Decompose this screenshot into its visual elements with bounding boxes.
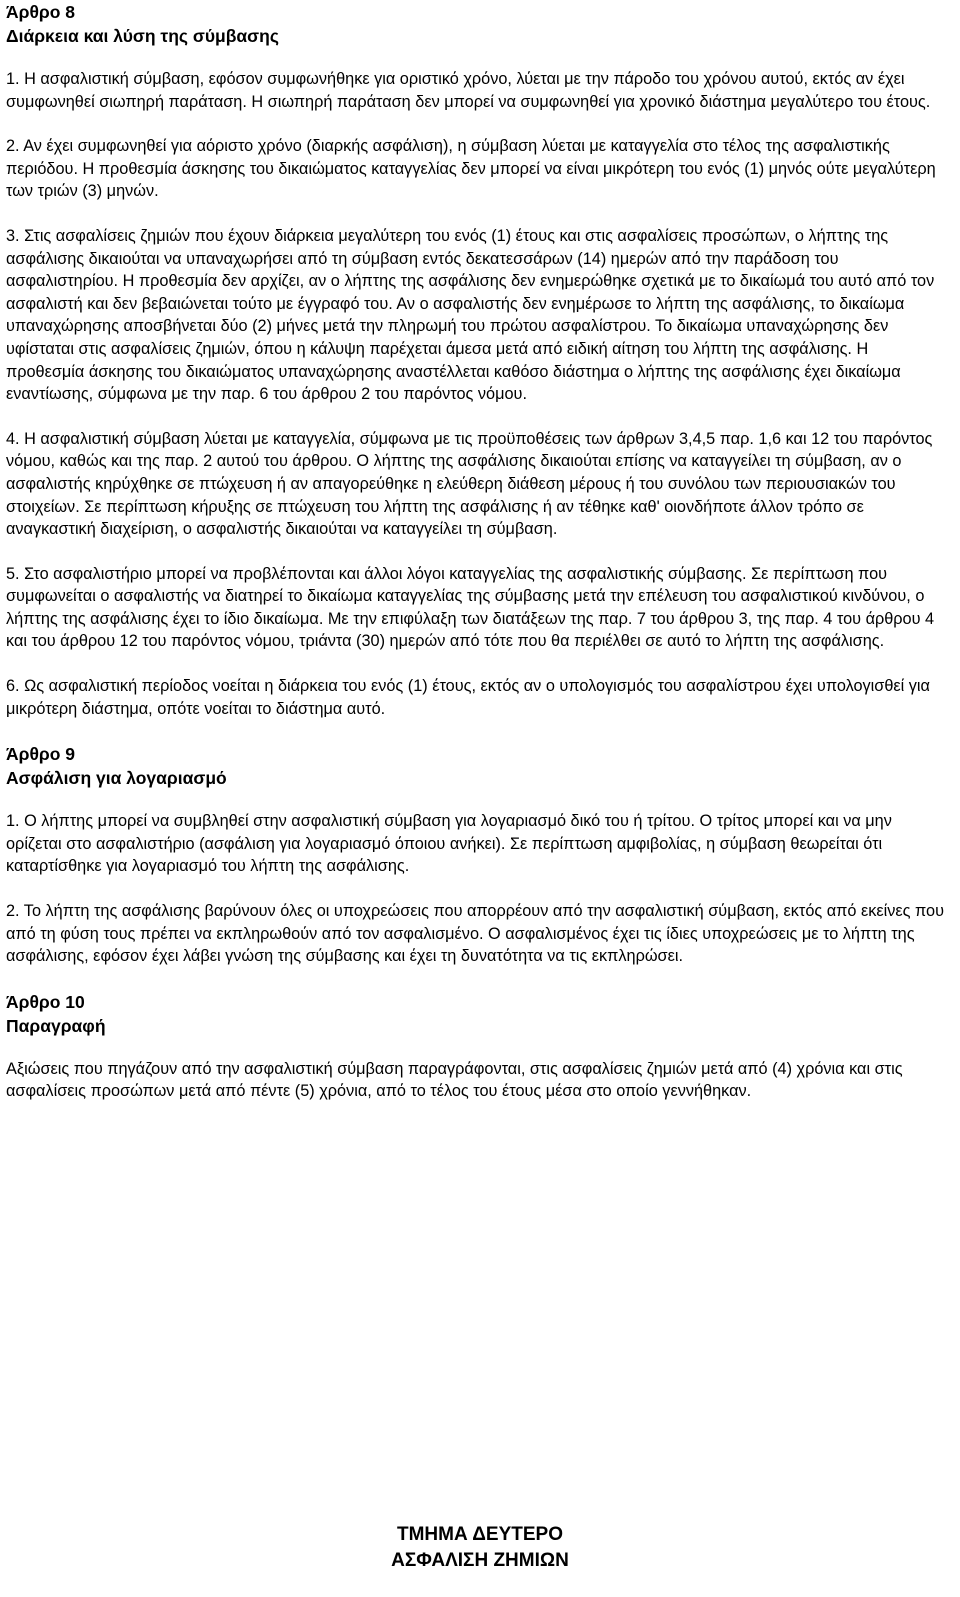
section-title-line1: ΤΜΗΜΑ ΔΕΥΤΕΡΟ bbox=[396, 1524, 563, 1545]
section-title-line2: ΑΣΦΑΛΙΣΗ ΖΗΜΙΩΝ bbox=[391, 1550, 569, 1571]
paragraph: 2. Αν έχει συμφωνηθεί για αόριστο χρόνο (διαρκής ασφάλιση), η σύμβαση λύεται με καταγγελία στο τέλος της ασφαλιστικής περιόδου. Η προθεσμία άσκησης του δικαιώματος καταγγελίας δεν μπορεί να είναι μικρότερη του ενός (1) μηνός ούτε μεγαλύτερη των τριών (3) μηνών. bbox=[6, 137, 936, 201]
paragraph: 4. Η ασφαλιστική σύμβαση λύεται με καταγγελία, σύμφωνα με τις προϋποθέσεις των άρθρων 3,4,5 παρ. 1,6 και 12 του παρόντος νόμου, καθώς και της παρ. 2 αυτού του άρθρου. Ο λήπτης της ασφάλισης δικαιούται επίσης να καταγγείλει τη σύμβαση, αν ο ασφαλιστής κηρύχθηκε σε πτώχευση ή αν απαγορεύθηκε η ελεύθερη διάθεση μέρους ή του συνόλου των περιουσιακών του στοιχείων. Σε περίπτωση κήρυξης σε πτώχευση του λήπτη της ασφάλισης ή αν τέθηκε καθ' οιονδήποτε άλλον τρόπο σε αναγκαστική διαχείριση, ο ασφαλιστής δικαιούται να καταγγείλει τη σύμβαση. bbox=[6, 429, 933, 539]
document-page bbox=[6, 0, 951, 1103]
paragraph: 1. Η ασφαλιστική σύμβαση, εφόσον συμφωνήθηκε για οριστικό χρόνο, λύεται με την πάροδο του χρόνου αυτού, εκτός αν έχει συμφωνηθεί σιωπηρή παράταση. Η σιωπηρή παράταση δεν μπορεί να συμφωνηθεί για χρονικό διάστημα μεγαλύτερο του έτους. bbox=[6, 70, 931, 111]
article-9 bbox=[6, 742, 951, 968]
article-number: Άρθρο 8 bbox=[6, 2, 76, 22]
paragraph: 2. Το λήπτη της ασφάλισης βαρύνουν όλες οι υποχρεώσεις που απορρέουν από την ασφαλιστική σύμβαση, εκτός από εκείνες που από τη φύση τους πρέπει να εκπληρωθούν από τον ασφαλισμένο. Ο ασφαλισμένος έχει τις ίδιες υποχρεώσεις με το λήπτη της ασφάλισης, εφόσον έχει λάβει γνώση της σύμβασης και έχει τη δυνατότητα να τις εκπληρώσει. bbox=[6, 902, 944, 966]
article-number: Άρθρο 9 bbox=[6, 744, 76, 765]
paragraph: 6. Ως ασφαλιστική περίοδος νοείται η διάρκεια του ενός (1) έτους, εκτός αν ο υπολογισμός του ασφαλίστρου έχει υπολογισθεί για μικρότερη διάστημα, οπότε νοείται το διάστημα αυτό. bbox=[6, 677, 930, 718]
article-10 bbox=[6, 990, 951, 1103]
section-title bbox=[0, 1522, 960, 1574]
article-title: Διάρκεια και λύση της σύμβασης bbox=[6, 26, 279, 46]
article-8 bbox=[6, 0, 951, 720]
paragraph: 3. Στις ασφαλίσεις ζημιών που έχουν διάρκεια μεγαλύτερη του ενός (1) έτους και στις ασφαλίσεις προσώπων, ο λήπτης της ασφάλισης δικαιούται να υπαναχωρήσει από τη σύμβαση εντός δεκατεσσάρων (14) ημερών από την παράδοση του ασφαλιστηρίου. Η προθεσμία δεν αρχίζει, αν ο λήπτης της ασφάλισης δεν ενημερώθηκε σχετικά με το δικαίωμά του αυτό από τον ασφαλιστή και δεν βεβαιώνεται τούτο με έγγραφό του. Αν ο ασφαλιστής δεν ενημέρωσε το λήπτη της ασφάλισης, το δικαίωμα υπαναχώρησης αποσβήνεται δύο (2) μήνες μετά την πληρωμή του πρώτου ασφαλίστρου. Το δικαίωμα υπαναχώρησης δεν υφίσταται στις ασφαλίσεις ζημιών, όπου η κάλυψη παρέχεται άμεσα μετά από ειδική αίτηση του λήπτη της ασφάλισης. Η προθεσμία άσκησης του δικαιώματος υπαναχώρησης αναστέλλεται καθόσο διάστημα ο λήπτης της ασφάλισης έχει δικαίωμα εναντίωσης, σύμφωνα με την παρ. 6 του άρθρου 2 του παρόντος νόμου. bbox=[6, 226, 935, 404]
paragraph: Αξιώσεις που πηγάζουν από την ασφαλιστική σύμβαση παραγράφονται, στις ασφαλίσεις ζημιών μετά από (4) χρόνια και στις ασφαλίσεις προσώπων μετά από πέντε (5) χρόνια, από το τέλος του έτους μέσα στο οποίο γεννήθηκαν. bbox=[6, 1059, 903, 1101]
article-number: Άρθρο 10 bbox=[6, 991, 85, 1012]
paragraph: 5. Στο ασφαλιστήριο μπορεί να προβλέπονται και άλλοι λόγοι καταγγελίας της ασφαλιστικής σύμβασης. Σε περίπτωση που συμφωνείται ο ασφαλιστής να διατηρεί το δικαίωμα καταγγελίας της σύμβασης μετά την επέλευση του ασφαλιστικού κινδύνου, ο λήπτης της ασφάλισης έχει το ίδιο δικαίωμα. Με την επιφύλαξη των διατάξεων της παρ. 7 του άρθρου 3, της παρ. 4 του άρθρου 4 και του άρθρου 12 του παρόντος νόμου, τριάντα (30) ημερών από τότε που θα περιέλθει σε αυτό το λήπτη της ασφάλισης. bbox=[6, 564, 935, 651]
article-title: Ασφάλιση για λογαριασμό bbox=[6, 768, 227, 789]
article-title: Παραγραφή bbox=[6, 1015, 106, 1036]
paragraph: 1. Ο λήπτης μπορεί να συμβληθεί στην ασφαλιστική σύμβαση για λογαριασμό δικό του ή τρίτου. Ο τρίτος μπορεί και να μην ορίζεται στο ασφαλιστήριο (ασφάλιση για λογαριασμό όποιου ανήκει). Σε περίπτωση αμφιβολίας, η σύμβαση θεωρείται ότι καταρτίσθηκε για λογαριασμό του λήπτη της ασφάλισης. bbox=[6, 812, 892, 876]
